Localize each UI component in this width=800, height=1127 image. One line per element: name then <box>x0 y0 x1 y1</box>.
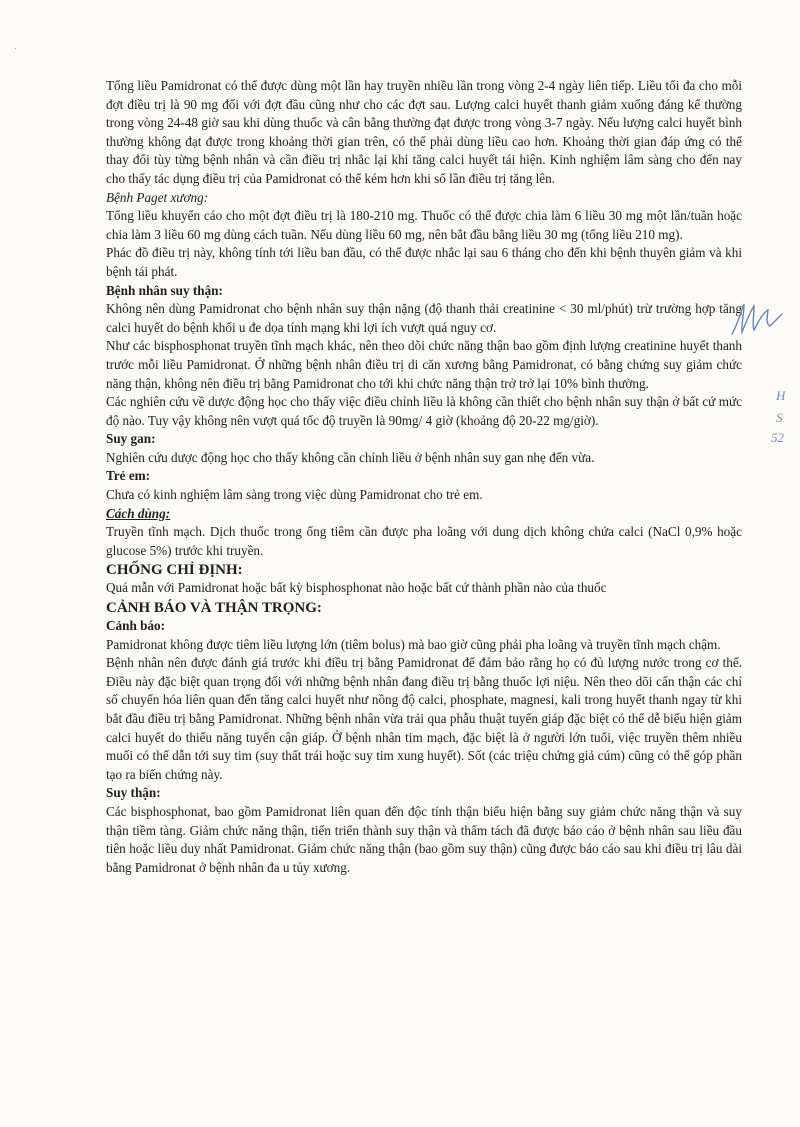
document-body <box>106 77 742 877</box>
paragraph: Tổng liều khuyến cáo cho một đợt điều trị là 180-210 mg. Thuốc có thể được chia làm 6 liều 30 mg một lần/tuần hoặc chia làm 3 liều 60 mg dùng cách tuần. Nếu dùng liều 60 mg, nên bắt đầu bằng liều 30 mg (tổng liều 210 mg). <box>106 208 742 242</box>
paragraph: Chưa có kinh nghiệm lâm sàng trong việc dùng Pamidronat cho trẻ em. <box>106 487 483 503</box>
section-heading: Suy gan: <box>106 431 156 447</box>
margin-mark-h: H <box>776 388 786 403</box>
paragraph: Bệnh nhân nên được đánh giá trước khi điều trị bằng Pamidronat để đảm bảo rằng họ có đủ lượng nước trong cơ thể. Điều này đặc biệt quan trọng đối với những bệnh nhân đang điều trị bằng thuốc lợi niệu. Nên theo dõi cẩn thận các chỉ số chuyển hóa liên quan đến tăng calci huyết như nồng độ calci, phosphate, magnesi, kali trong huyết thanh ngay từ khi bắt đầu điều trị bằng Pamidronat. Những bệnh nhân vừa trải qua phẫu thuật tuyến giáp đặc biệt có thể dễ biểu hiện giảm calci huyết do thiểu năng tuyến cận giáp. Ở bệnh nhân tim mạch, đặc biệt là ở người lớn tuổi, việc truyền thêm nhiều muối có thể dẫn tới suy tim (suy thất trái hoặc suy tim xung huyết). Sốt (các triệu chứng giả cúm) cũng có thể góp phần tạo ra biến chứng này. <box>106 655 742 782</box>
paragraph: Truyền tĩnh mạch. Dịch thuốc trong ống tiêm cần được pha loãng với dung dịch không chứa calci (NaCl 0,9% hoặc glucose 5%) trước khi truyền. <box>106 524 742 558</box>
paragraph: Quá mẫn với Pamidronat hoặc bất kỳ bisphosphonat nào hoặc bất cứ thành phần nào của thuốc <box>106 580 607 596</box>
section-heading: Suy thận: <box>106 785 161 801</box>
section-heading: Cảnh báo: <box>106 618 165 634</box>
paragraph: Như các bisphosphonat truyền tĩnh mạch khác, nên theo dõi chức năng thận bao gồm định lượng creatinine huyết thanh trước mỗi liều Pamidronat. Ở những bệnh nhân điều trị di căn xương bằng Pamidronat, có bằng chứng suy giảm chức năng thận, không nên điều trị bằng Pamidronat cho tới khi chức năng thận trở trở lại 10% bình thường. <box>106 338 742 391</box>
paragraph: Nghiên cứu dược động học cho thấy không cần chỉnh liều ở bệnh nhân suy gan nhẹ đến vừa. <box>106 449 595 465</box>
paragraph: Các nghiên cứu về dược động học cho thấy việc điều chỉnh liều là không cần thiết cho bệnh nhân suy thận ở bất cứ mức độ nào. Tuy vậy không nên vượt quá tốc độ truyền là 90mg/ 4 giờ (khoảng độ 20-22 mg/giờ). <box>106 394 742 428</box>
handwritten-signature <box>728 298 786 338</box>
paragraph: Pamidronat không được tiêm liều lượng lớn (tiêm bolus) mà bao giờ cũng phải pha loãng và truyền tĩnh mạch chậm. <box>106 636 721 652</box>
paragraph: Tổng liều Pamidronat có thể được dùng một lần hay truyền nhiều lần trong vòng 2-4 ngày liên tiếp. Liều tối đa cho mỗi đợt điều trị là 90 mg đối với đợt đầu cũng như cho các đợt sau. Lượng calci huyết thanh giảm xuống đáng kể thường trong vòng 24-48 giờ sau khi dùng thuốc và cân bằng thường đạt được trong vòng 3-7 ngày. Nếu lượng calci huyết bình thường không đạt được trong khoảng thời gian trên, có thể phải dùng liều cao hơn. Khoảng thời gian đáp ứng có thể thay đổi tùy từng bệnh nhân và cần điều trị nhắc lại khi tăng calci huyết tái hiện. Kinh nghiệm lâm sàng cho đến nay cho thấy tác dụng điều trị của Pamidronat có thể kém hơn khi số lần điều trị tăng lên. <box>106 78 742 186</box>
scan-speck: · <box>14 44 18 55</box>
paragraph: Các bisphosphonat, bao gồm Pamidronat liên quan đến độc tính thận biểu hiện bằng suy giảm chức năng thận và suy thận tiềm tàng. Giảm chức năng thận, tiến triển thành suy thận và thẩm tách đã được báo cáo ở bệnh nhân sau liều đầu tiên hoặc liều duy nhất Pamidronat. Giảm chức năng thận (bao gồm suy thận) cũng được báo cáo sau khi điều trị lâu dài bằng Pamidronat ở bệnh nhân đa u tủy xương. <box>106 803 742 875</box>
section-heading: Bệnh Paget xương: <box>106 189 209 205</box>
margin-mark-s: S <box>776 410 783 425</box>
section-heading: Trẻ em: <box>106 468 151 484</box>
margin-mark-number: 52 <box>771 430 784 445</box>
paragraph: Không nên dùng Pamidronat cho bệnh nhân suy thận nặng (độ thanh thải creatinine < 30 ml/phút) trừ trường hợp tăng calci huyết do bệnh khối u đe dọa tính mạng khi lợi ích vượt quá nguy cơ. <box>106 301 742 335</box>
section-heading: Cách dùng: <box>106 505 171 521</box>
paragraph: Phác đồ điều trị này, không tính tới liều ban đầu, có thể được nhắc lại sau 6 tháng cho đến khi bệnh thuyên giảm và khi bệnh tái phát. <box>106 245 742 279</box>
section-heading: CẢNH BÁO VÀ THẬN TRỌNG: <box>106 600 322 617</box>
section-heading: Bệnh nhân suy thận: <box>106 282 223 298</box>
section-heading: CHỐNG CHỈ ĐỊNH: <box>106 562 243 579</box>
